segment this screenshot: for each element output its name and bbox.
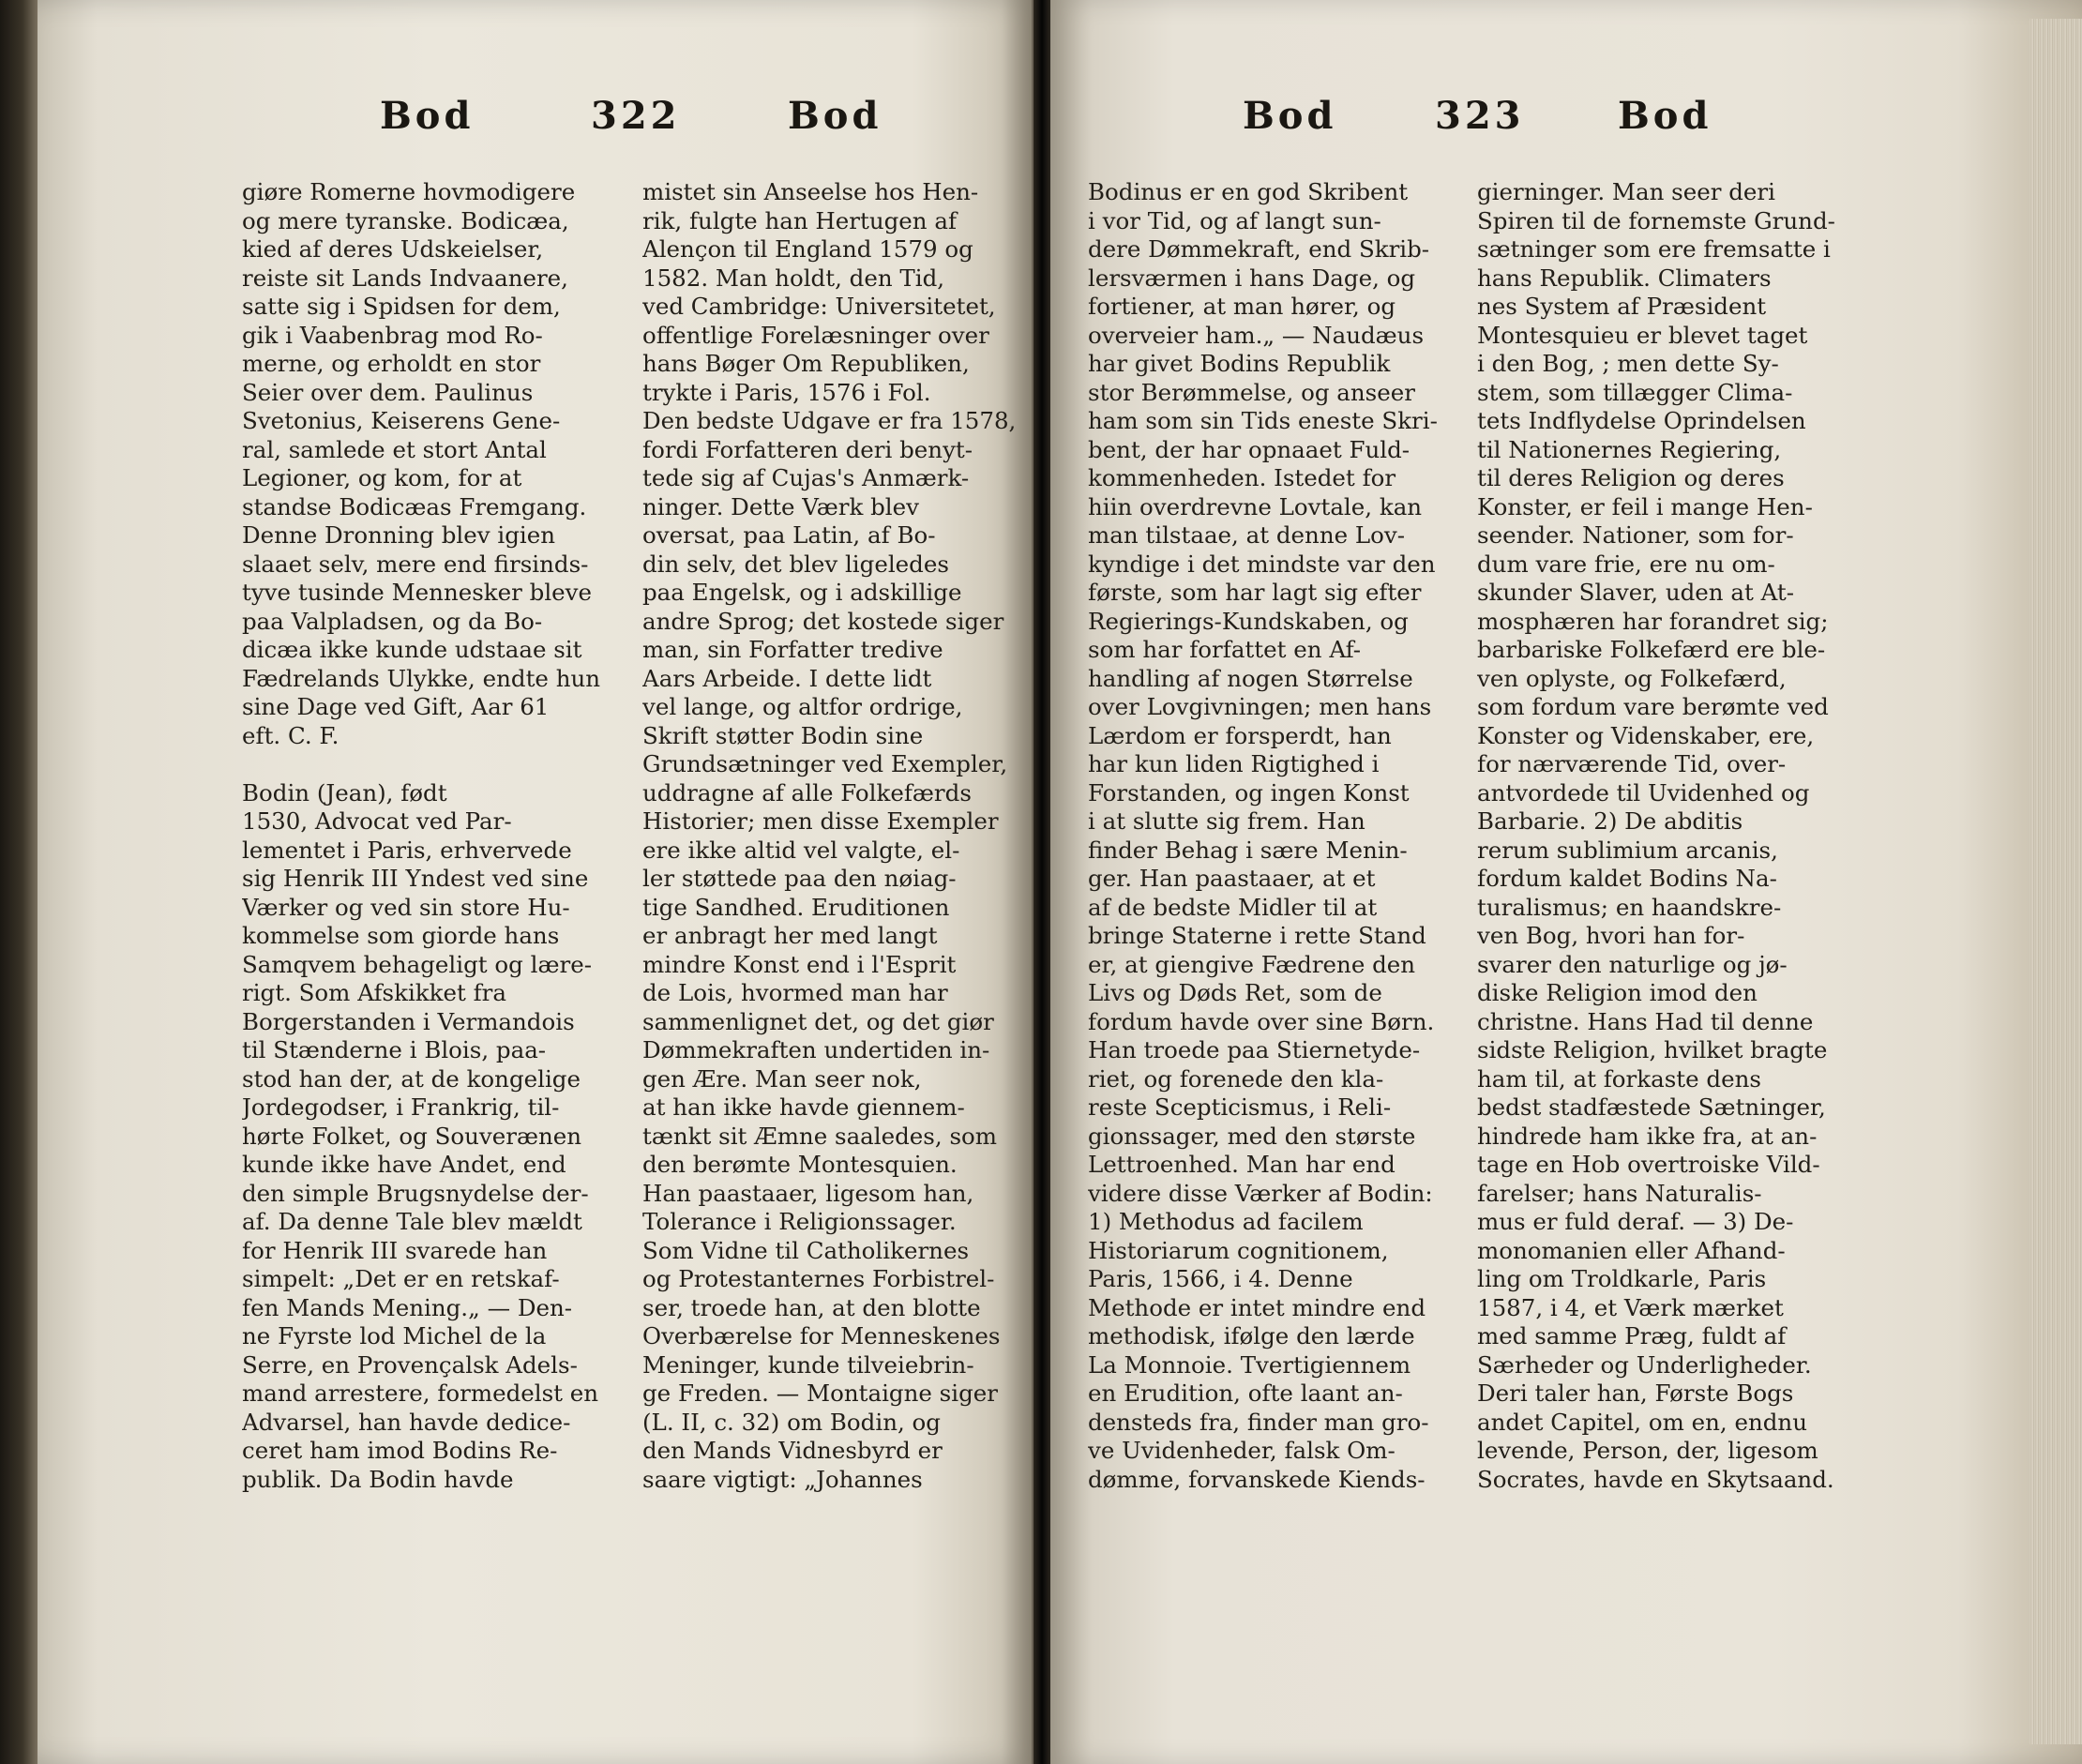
text-line: dømme, forvanskede Kiends- (1088, 1465, 1426, 1493)
text-line: kyndige i det mindste var den (1088, 550, 1436, 578)
text-line: gik i Vaabenbrag mod Ro- (242, 321, 543, 349)
text-line: Legioner, og kom, for at (242, 464, 522, 491)
text-line: tede sig af Cujas's Anmærk- (642, 464, 970, 491)
text-line: at han ikke havde giennem- (642, 1093, 965, 1121)
text-line: har givet Bodins Republik (1088, 350, 1391, 377)
text-line: ling om Troldkarle, Paris (1477, 1265, 1767, 1292)
text-line: slaaet selv, mere end firsinds- (242, 550, 589, 578)
text-line: ger. Han paastaaer, at et (1088, 865, 1376, 892)
text-line: (L. II, c. 32) om Bodin, og (642, 1408, 941, 1436)
left-page-column-2 (642, 178, 1016, 1494)
text-line: giøre Romerne hovmodigere (242, 178, 576, 205)
text-line: Paris, 1566, i 4. Denne (1088, 1265, 1353, 1292)
text-line: methodisk, ifølge den lærde (1088, 1322, 1415, 1349)
text-line: Tolerance i Religionssager. (642, 1208, 957, 1235)
text-line: bringe Staterne i rette Stand (1088, 922, 1426, 949)
text-line: ere ikke altid vel valgte, el- (642, 836, 960, 864)
text-line: Advarsel, han havde dedice- (242, 1408, 571, 1436)
text-line: Konster, er feil i mange Hen- (1477, 492, 1813, 520)
text-line: Barbarie. 2) De abditis (1477, 807, 1743, 835)
text-line: ler støttede paa den nøiag- (642, 865, 957, 892)
left-page-column-1 (242, 178, 600, 1494)
text-line: ven Bog, hvori han for- (1477, 922, 1745, 949)
text-line: Historiarum cognitionem, (1088, 1236, 1389, 1264)
text-line: Borgerstanden i Vermandois (242, 1007, 575, 1035)
text-line: med samme Præg, fuldt af (1477, 1322, 1787, 1349)
text-line: dum vare frie, ere nu om- (1477, 550, 1775, 578)
text-line: Deri taler han, Første Bogs (1477, 1380, 1794, 1407)
text-line: handling af nogen Størrelse (1088, 664, 1413, 692)
text-line: Værker og ved sin store Hu- (242, 893, 570, 921)
text-line: ge Freden. — Montaigne siger (642, 1380, 998, 1407)
text-line: tyve tusinde Mennesker bleve (242, 579, 593, 606)
text-line: lersværmen i hans Dage, og (1088, 264, 1416, 292)
page-number: 323 (1435, 94, 1525, 138)
text-line: ninger. Dette Værk blev (642, 492, 919, 520)
text-line: man, sin Forfatter tredive (642, 636, 943, 663)
text-line: fordum havde over sine Børn. (1088, 1007, 1435, 1035)
text-line: uddragne af alle Folkefærds (642, 778, 972, 807)
text-line: vel lange, og altfor ordrige, (642, 693, 963, 720)
text-line: Særheder og Underligheder. (1477, 1350, 1812, 1379)
text-line: eft. C. F. (242, 721, 339, 749)
text-line: tets Indflydelse Oprindelsen (1477, 407, 1806, 434)
text-line: Konster og Videnskaber, ere, (1477, 721, 1815, 749)
text-line: Livs og Døds Ret, som de (1088, 979, 1382, 1006)
text-line: kommelse som giorde hans (242, 922, 560, 949)
right-page (1050, 0, 2082, 1764)
text-line: en Erudition, ofte laant an- (1088, 1380, 1403, 1407)
text-line: Som Vidne til Catholikernes (642, 1236, 970, 1264)
text-line: ham til, at forkaste dens (1477, 1064, 1761, 1093)
text-line: densteds fra, finder man gro- (1088, 1408, 1429, 1436)
text-line: tage en Hob overtroiske Vild- (1477, 1151, 1820, 1178)
text-line: bent, der har opnaaet Fuld- (1088, 435, 1411, 463)
page-block-edge (2029, 19, 2082, 1744)
text-line: som fordum vare berømte ved (1477, 693, 1829, 720)
text-line: dere Dømmekraft, end Skrib- (1088, 235, 1430, 263)
text-line: hans Bøger Om Republiken, (642, 350, 970, 377)
text-line: 1530, Advocat ved Par- (242, 807, 512, 835)
text-line: standse Bodicæas Fremgang. (242, 492, 587, 520)
text-line: din selv, det blev ligeledes (642, 550, 949, 578)
text-line: tige Sandhed. Eruditionen (642, 893, 950, 921)
text-line: er, at giengive Fædrene den (1088, 950, 1416, 978)
text-line: monomanien eller Afhand- (1477, 1236, 1786, 1264)
text-line: fen Mands Mening.„ — Den- (242, 1293, 573, 1321)
text-line: ser, troede han, at den blotte (642, 1293, 981, 1321)
text-line: ve Uvidenheder, falsk Om- (1088, 1437, 1396, 1464)
text-line: kied af deres Udskeielser, (242, 235, 544, 263)
text-line: levende, Person, der, ligesom (1477, 1437, 1818, 1464)
text-line: er anbragt her med langt (642, 922, 938, 949)
text-line: i at slutte sig frem. Han (1088, 807, 1365, 835)
text-line: af de bedste Midler til at (1088, 893, 1378, 921)
text-line: turalismus; en haandskre- (1477, 893, 1782, 921)
text-line: 1587, i 4, et Værk mærket (1477, 1293, 1784, 1321)
text-line: den simple Brugsnydelse der- (242, 1179, 589, 1207)
text-line: ral, samlede et stort Antal (242, 435, 547, 463)
text-line: farelser; hans Naturalis- (1477, 1179, 1762, 1207)
text-line: Historier; men disse Exempler (642, 807, 999, 835)
text-line: simpelt: „Det er en retskaf- (242, 1265, 560, 1292)
text-line: Overbærelse for Menneskenes (642, 1322, 1001, 1349)
text-line: til Nationernes Regiering, (1477, 435, 1782, 463)
text-line: for Henrik III svarede han (242, 1236, 548, 1264)
text-line: Han paastaaer, ligesom han, (642, 1179, 974, 1207)
text-line: oversat, paa Latin, af Bo- (642, 521, 936, 549)
text-line: den Mands Vidnesbyrd er (642, 1437, 943, 1464)
left-page (38, 0, 1033, 1764)
text-line: Skrift støtter Bodin sine (642, 721, 924, 749)
text-line: fortiener, at man hører, og (1088, 293, 1396, 320)
text-line: rerum sublimium arcanis, (1477, 836, 1778, 864)
text-line: 1582. Man holdt, den Tid, (642, 264, 945, 292)
text-line: antvordede til Uvidenhed og (1477, 778, 1810, 807)
running-head-right: Bod (788, 94, 883, 138)
text-line: Meninger, kunde tilveiebrin- (642, 1350, 974, 1379)
text-line: mosphæren har forandret sig; (1477, 607, 1829, 635)
text-line: ceret ham imod Bodins Re- (242, 1437, 558, 1464)
text-line: Montesquieu er blevet taget (1477, 321, 1808, 349)
text-line: ven oplyste, og Folkefærd, (1477, 664, 1787, 692)
text-line: og Protestanternes Forbistrel- (642, 1265, 995, 1292)
text-line: sig Henrik III Yndest ved sine (242, 865, 589, 892)
text-line: i den Bog, ; men dette Sy- (1477, 350, 1779, 377)
text-line: nes System af Præsident (1477, 293, 1767, 320)
text-line: af. Da denne Tale blev mældt (242, 1208, 582, 1235)
text-line: publik. Da Bodin havde (242, 1465, 514, 1493)
text-line: sammenlignet det, og det giør (642, 1007, 994, 1035)
text-line: hiin overdrevne Lovtale, kan (1088, 492, 1423, 520)
text-line: Alençon til England 1579 og (642, 235, 973, 263)
text-line: Aars Arbeide. I dette lidt (642, 664, 932, 692)
text-line: Dømmekraften undertiden in- (642, 1036, 990, 1063)
text-line: sidste Religion, hvilket bragte (1477, 1036, 1828, 1063)
text-line: rigt. Som Afskikket fra (242, 979, 507, 1006)
text-line: seender. Nationer, som for- (1477, 521, 1794, 549)
text-line: saare vigtigt: „Johannes (642, 1465, 923, 1493)
text-line: mus er fuld deraf. — 3) De- (1477, 1208, 1794, 1235)
text-line: stem, som tillægger Clima- (1477, 378, 1793, 406)
text-line: hørte Folket, og Souverænen (242, 1122, 582, 1150)
text-line: kommenheden. Istedet for (1088, 464, 1396, 491)
text-line: satte sig i Spidsen for dem, (242, 293, 561, 320)
text-line: Samqvem behageligt og lære- (242, 950, 592, 978)
text-line: over Lovgivningen; men hans (1088, 693, 1432, 720)
text-line: fordi Forfatteren deri benyt- (642, 435, 973, 463)
text-line: første, som har lagt sig efter (1088, 579, 1422, 606)
text-line: Han troede paa Stiernetyde- (1088, 1036, 1421, 1063)
text-line: Jordegodser, i Frankrig, til- (242, 1093, 560, 1121)
text-line: mistet sin Anseelse hos Hen- (642, 178, 979, 205)
text-line: skunder Slaver, uden at At- (1477, 579, 1794, 606)
text-line: for nærværende Tid, over- (1477, 750, 1787, 777)
text-line: paa Engelsk, og i adskillige (642, 579, 962, 606)
text-line: bedst stadfæstede Sætninger, (1477, 1093, 1826, 1121)
text-line: reiste sit Lands Indvaanere, (242, 264, 568, 292)
text-line (242, 750, 600, 779)
text-line: de Lois, hvormed man har (642, 979, 948, 1006)
text-line: diske Religion imod den (1477, 979, 1758, 1006)
text-line: Lettroenhed. Man har end (1088, 1151, 1396, 1178)
book-gutter (1033, 0, 1050, 1764)
text-line: Regierings-Kundskaben, og (1088, 607, 1409, 635)
text-line: sine Dage ved Gift, Aar 61 (242, 693, 550, 720)
text-line: ved Cambridge: Universitetet, (642, 293, 996, 320)
text-line: svarer den naturlige og jø- (1477, 950, 1788, 978)
text-line: i vor Tid, og af langt sun- (1088, 206, 1381, 234)
text-line: mand arrestere, formedelst en (242, 1380, 599, 1407)
text-line: Svetonius, Keiserens Gene- (242, 407, 561, 434)
text-line: christne. Hans Had til denne (1477, 1007, 1814, 1035)
text-line: riet, og forenede den kla- (1088, 1064, 1384, 1093)
text-line: overveier ham.„ — Naudæus (1088, 321, 1425, 349)
text-line: merne, og erholdt en stor (242, 350, 541, 377)
text-line: offentlige Forelæsninger over (642, 321, 989, 349)
text-line: dicæa ikke kunde udstaae sit (242, 636, 582, 663)
text-line: og mere tyranske. Bodicæa, (242, 206, 569, 234)
text-line: Methode er intet mindre end (1088, 1293, 1426, 1321)
text-line: Denne Dronning blev igien (242, 521, 556, 549)
right-page-column-2 (1477, 178, 1835, 1494)
text-line: til deres Religion og deres (1477, 464, 1785, 491)
text-line: hindrede ham ikke fra, at an- (1477, 1122, 1818, 1150)
text-line: Lærdom er forsperdt, han (1088, 721, 1392, 749)
text-line: gierninger. Man seer deri (1477, 178, 1775, 205)
text-line: barbariske Folkefærd ere ble- (1477, 636, 1826, 663)
right-page-column-1 (1088, 178, 1438, 1494)
text-line: stod han der, at de kongelige (242, 1064, 581, 1093)
text-line: Seier over dem. Paulinus (242, 378, 534, 406)
running-head-left: Bod (380, 94, 475, 138)
text-line: ne Fyrste lod Michel de la (242, 1322, 547, 1349)
text-line: 1) Methodus ad facilem (1088, 1208, 1364, 1235)
text-line: andre Sprog; det kostede siger (642, 607, 1004, 635)
text-line: stor Berømmelse, og anseer (1088, 378, 1415, 406)
text-line: Socrates, havde en Skytsaand. (1477, 1465, 1834, 1493)
text-line: gionssager, med den største (1088, 1122, 1416, 1150)
text-line: tænkt sit Æmne saaledes, som (642, 1122, 998, 1150)
running-head-left: Bod (1243, 94, 1337, 138)
text-line: paa Valpladsen, og da Bo- (242, 607, 543, 635)
text-line: Bodinus er en god Skribent (1088, 178, 1409, 205)
text-line: man tilstaae, at denne Lov- (1088, 521, 1406, 549)
text-line: Den bedste Udgave er fra 1578, (642, 407, 1017, 434)
text-line: den berømte Montesquien. (642, 1151, 958, 1178)
text-line: La Monnoie. Tvertigiennem (1088, 1350, 1411, 1379)
running-head-right: Bod (1618, 94, 1712, 138)
text-line: kunde ikke have Andet, end (242, 1151, 566, 1178)
text-line: Grundsætninger ved Exempler, (642, 750, 1008, 777)
text-line: Bodin (Jean), født (242, 778, 447, 807)
text-line: lementet i Paris, erhvervede (242, 836, 572, 864)
text-line: mindre Konst end i l'Esprit (642, 950, 957, 978)
text-line: trykte i Paris, 1576 i Fol. (642, 378, 931, 406)
text-line: fordum kaldet Bodins Na- (1477, 865, 1777, 892)
text-line: til Stænderne i Blois, paa- (242, 1036, 547, 1063)
text-line: Spiren til de fornemste Grund- (1477, 206, 1835, 234)
text-line: andet Capitel, om en, endnu (1477, 1408, 1807, 1436)
text-line: finder Behag i sære Menin- (1088, 836, 1408, 864)
text-line: hans Republik. Climaters (1477, 264, 1772, 292)
text-line: sætninger som ere fremsatte i (1477, 235, 1831, 263)
text-line: som har forfattet en Af- (1088, 636, 1362, 663)
text-line: gen Ære. Man seer nok, (642, 1064, 922, 1093)
text-line: rik, fulgte han Hertugen af (642, 206, 958, 234)
text-line: Fædrelands Ulykke, endte hun (242, 664, 601, 692)
page-number: 322 (591, 94, 681, 138)
text-line: Serre, en Provençalsk Adels- (242, 1350, 578, 1379)
text-line: videre disse Værker af Bodin: (1088, 1179, 1433, 1207)
text-line: reste Scepticismus, i Reli- (1088, 1093, 1392, 1121)
text-line: har kun liden Rigtighed i (1088, 750, 1380, 777)
text-line: Forstanden, og ingen Konst (1088, 778, 1410, 807)
text-line: ham som sin Tids eneste Skri- (1088, 407, 1438, 434)
